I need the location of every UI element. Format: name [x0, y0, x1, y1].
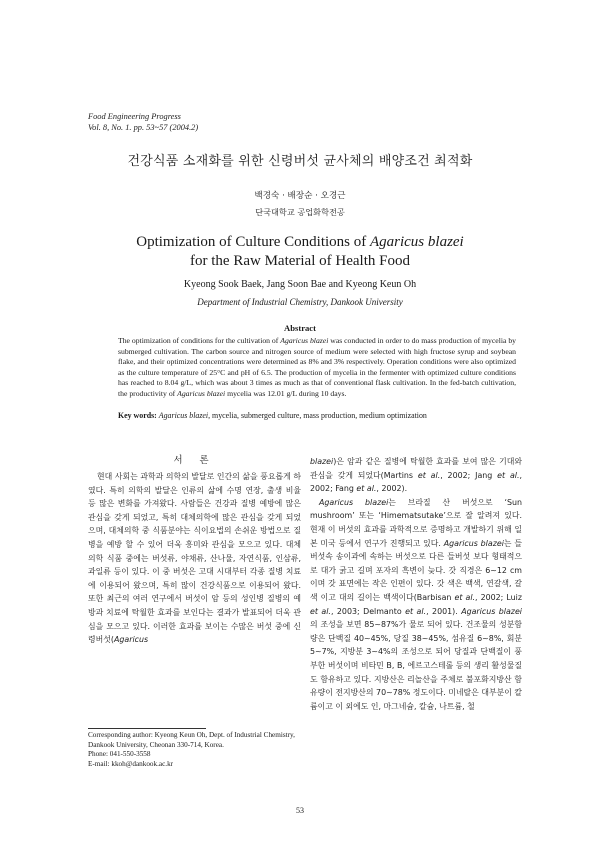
paragraph-text: , 2001).: [426, 606, 462, 616]
page-number: 53: [296, 806, 304, 815]
english-title-line1: Optimization of Culture Conditions of: [136, 234, 367, 250]
footnote: [88, 731, 301, 769]
abstract-text: [118, 336, 516, 400]
paragraph-text: , 2002; Luiz: [475, 592, 522, 602]
korean-authors: 백경숙 · 배장순 · 오경근: [254, 191, 346, 201]
footnote-email: E-mail: kkoh@dankook.ac.kr: [88, 759, 174, 768]
intro-paragraph-1-text: 현대 사회는 과학과 의학의 발달로 인간의 삶을 풍요롭게 하였다. 특히 의학의 발달은 인류의 삶에 수명 연장, 출생 비율 등 많은 변화를 가져왔다. 사람들은 건강과 질병 예방에 많은 관심을 갖게 되었고, 특히 대체의학에 많은 관심을 갖게 되었으며, 대체의학 중 식품분야는 식이요법의 손쉬운 방법으로 질병을 예방 할 수 있어 더욱 흥미와 관심을 모으고 있다. 대체 의학 식품 중에는 버섯류, 야채류, 산나물, 자연식품, 인삼류, 과일류 등이 있다. 이 중 버섯은 고대 시대부터 각종 질병 치료에 이용되어 왔으며, 특히 많이 건강식품으로 이용되어 왔다. 또한 최근의 여러 연구에서 버섯이 암 등의 성인병 질병의 예방과 치료에 탁월한 효과를 보인다는 결과가 발표되어 더욱 관심을 모으고 있다. 이러한 효과를 보이는 수많은 버섯 중에 신령버섯(: [88, 472, 301, 645]
journal-name: Food Engineering Progress: [88, 112, 181, 121]
keywords-list: , mycelia, submerged culture, mass production, medium optimization: [208, 411, 427, 420]
paragraph-text: , 2002).: [376, 484, 408, 494]
intro-paragraph-1: [88, 470, 301, 647]
intro-paragraph-2: [310, 496, 522, 714]
abstract-part1: The optimization of conditions for the cultivation of: [118, 336, 279, 345]
species-name: Agaricus blazei: [319, 497, 389, 507]
english-title-species: Agaricus blazei: [369, 234, 464, 250]
abstract-species2: Agaricus blazei: [177, 388, 226, 398]
journal-citation: Vol. 8, No. 1. pp. 53~57 (2004.2): [88, 122, 199, 132]
english-title: [0, 233, 600, 271]
abstract-part3: mycelia was 12.01 g/L during 10 days.: [227, 388, 347, 398]
korean-affiliation: 단국대학교 공업화학전공: [255, 207, 345, 217]
paragraph-text: , 2003; Delmanto: [330, 606, 406, 616]
footnote-phone: Phone: 041-550-3558: [88, 750, 151, 759]
paragraph-text: , 2002; Fang: [310, 470, 522, 494]
english-authors: Kyeong Sook Baek, Jang Soon Bae and Kyeong Keun Oh: [183, 279, 417, 290]
english-affiliation: Department of Industrial Chemistry, Dankook University: [197, 297, 403, 307]
abstract-heading: Abstract: [284, 323, 316, 333]
species-name: Agaricus blazei: [461, 606, 522, 616]
species-blazei: blazei: [310, 457, 334, 466]
abstract-part2: was conducted in order to do mass production of mycelia by submerged cultivation. The carbon source and nitrogen source of medium were selected with high fructose syrup and soybean flake, and their optimized concentrations were determined as 8% and 3% respectively. Operation conditions were also optimized as the culture temperature of 25°C and pH of 6.5. The production of mycelia in the fermenter with optimized culture conditions has reached to 8.04 g/L, which was about 3 times as much as that of conventional flask cultivation. In the fed-batch cultivation, the productivity of: [118, 336, 517, 398]
et-al: et al.: [417, 470, 441, 480]
section-heading-introduction: 서 론: [173, 455, 216, 466]
footnote-author: Corresponding author: Kyeong Keun Oh, Dept. of Industrial Chemistry, Dankook University, Cheonan 330-714, Korea.: [88, 731, 295, 749]
et-al: et al.: [310, 606, 331, 616]
english-title-line2: for the Raw Material of Health Food: [190, 253, 410, 269]
paragraph-text: 의 조성을 보면 85~87%가 물로 되어 있다. 건조물의 성분함량은 단백질 40~45%, 당질 38~45%, 섬유질 6~8%, 회분 5~7%, 지방분 3~4%의 조성으로 되어 당질과 단백질이 풍부한 버섯이며 비타민 B, B, 에르고스테롤 등의 생리 활성물질도 함유하고 있다. 지방산은 리놀산을 주체로 불포화지방산 함유량이 전지방산의 70~78% 정도이다. 미네랄은 대부분이 칼륨이고 이 외에도 인, 마그네슘, 칼슘, 나트륨, 철: [310, 620, 522, 711]
abstract-species1: Agaricus blazei: [280, 336, 329, 345]
paragraph-text: )은 암과 같은 질병에 탁월한 효과를 보여 많은 기대와 관심을 갖게 되었다(Martins: [310, 457, 522, 480]
intro-paragraph-1-species: Agaricus: [113, 635, 149, 645]
footnote-divider: [88, 728, 206, 729]
keywords-species: Agaricus blazei: [158, 411, 209, 420]
right-column: [310, 455, 522, 713]
et-al: et al.: [356, 484, 377, 494]
korean-title: 건강식품 소재화를 위한 신령버섯 균사체의 배양조건 최적화: [127, 154, 473, 169]
et-al: et al.: [454, 592, 476, 602]
et-al: et al.: [405, 606, 427, 616]
left-column: [88, 470, 301, 647]
et-al: et al.: [497, 470, 520, 480]
paragraph-text: 는 브라질 산 버섯으로 ‘Sun mushroom’ 또는 ‘Himematsutake’으로 잘 알려져 있다. 현재 이 버섯의 효과를 과학적으로 증명하고 개발하기 위해 일본 미국 등에서 연구가 진행되고 있다.: [310, 497, 522, 548]
paragraph-text: , 2002; Jang: [440, 470, 498, 480]
species-name: Agaricus blazei: [443, 538, 504, 548]
keywords-label: Key words:: [118, 411, 157, 420]
journal-header: [88, 112, 198, 133]
keywords: [118, 411, 516, 422]
paragraph-text: 는 들버섯속 송이과에 속하는 버섯으로 다른 들버섯 보다 형태적으로 대가 굵고 길며 포자의 흑변이 늦다. 갓 직경은 6~12 cm 이며 갓 표면에는 작은 인편이 있다. 갓 색은 백색, 연갈색, 갈색 이고 대의 길이는 백색이다(Barbisan: [310, 538, 522, 602]
intro-paragraph-1-continued: [310, 455, 522, 496]
